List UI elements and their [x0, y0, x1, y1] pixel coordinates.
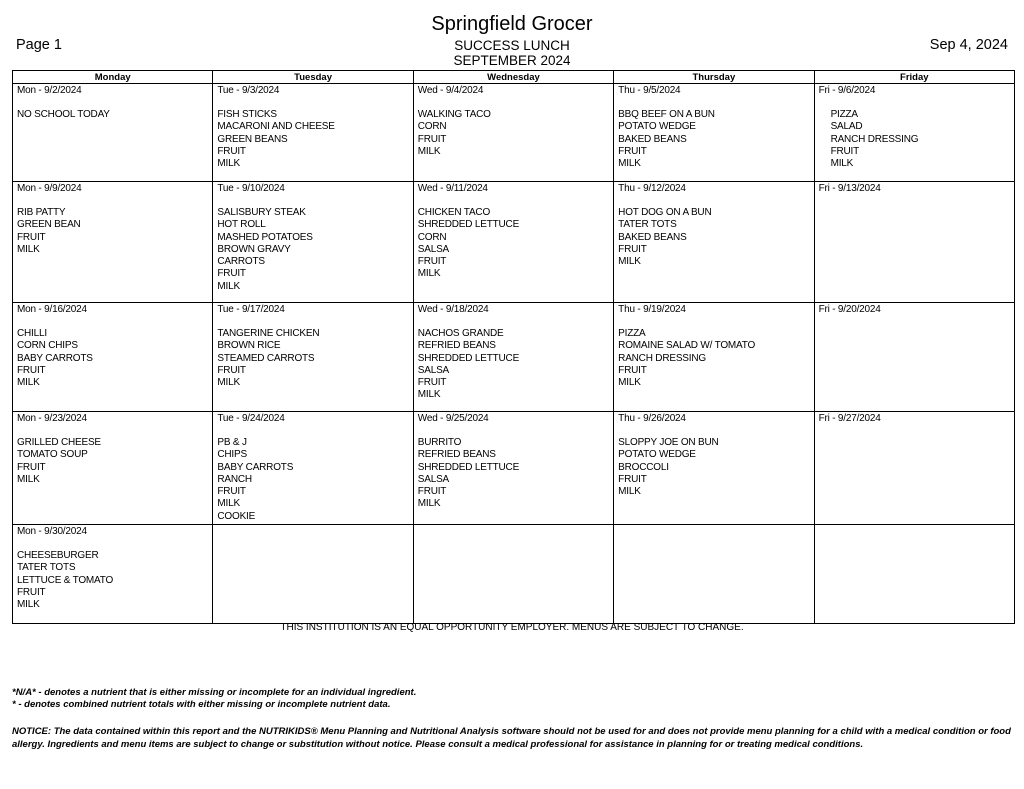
day-cell-fri — [814, 182, 1014, 303]
menu-item: SHREDDED LETTUCE — [417, 461, 520, 473]
day-date: Fri - 9/13/2024 — [818, 183, 881, 194]
day-cell-fri — [814, 525, 1014, 624]
day-cell-fri — [814, 412, 1014, 525]
day-cell-fri — [814, 303, 1014, 412]
menu-item: FRUIT — [618, 364, 647, 376]
day-date: Thu - 9/12/2024 — [618, 183, 686, 194]
menu-item: FRUIT — [618, 243, 647, 255]
menu-item: MASHED POTATOES — [217, 231, 313, 243]
day-cell-thu — [614, 182, 814, 303]
menu-item: CARROTS — [217, 256, 265, 268]
menu-item: HOT DOG ON A BUN — [618, 207, 712, 218]
menu-item: MILK — [17, 377, 40, 389]
menu-item: TATER TOTS — [17, 562, 76, 574]
day-date: Thu - 9/19/2024 — [618, 304, 686, 315]
menu-item: SHREDDED LETTUCE — [417, 352, 520, 364]
day-cell-mon — [13, 303, 213, 412]
day-cell-mon — [13, 412, 213, 525]
nutrition-notice: NOTICE: The data contained within this report and the NUTRIKIDS® Menu Planning and Nutritional Analysis software should not be used for and does not provide menu planning for a child with a medical condition or food allergy. Ingredients and menu items are subject to change or substitution without notice. Please consult a medical professional for assistance in planning for or treating medical conditions. — [12, 726, 1011, 750]
menu-item: PB & J — [217, 437, 247, 448]
menu-item: PIZZA — [830, 109, 858, 120]
day-cell-tue — [213, 182, 413, 303]
day-cell-wed — [413, 84, 613, 182]
menu-item: POTATO WEDGE — [618, 121, 696, 133]
menu-item: FRUIT — [830, 145, 860, 157]
menu-item: CHIPS — [217, 449, 247, 461]
menu-item: SHREDDED LETTUCE — [417, 219, 520, 231]
day-cell-mon — [13, 525, 213, 624]
menu-item: SLOPPY JOE ON BUN — [618, 437, 719, 448]
day-date: Wed - 9/4/2024 — [417, 85, 484, 96]
week-row — [13, 525, 1015, 624]
menu-item: MILK — [217, 377, 240, 389]
menu-item: FRUIT — [417, 486, 447, 498]
day-header-tuesday: Tuesday — [213, 71, 413, 84]
menu-item: BBQ BEEF ON A BUN — [618, 109, 715, 120]
menu-item: FRUIT — [417, 377, 447, 389]
menu-item: MILK — [417, 498, 441, 510]
day-cell-tue — [213, 525, 413, 624]
day-date: Mon - 9/9/2024 — [17, 183, 82, 194]
menu-item: MILK — [17, 599, 40, 611]
day-header-wednesday: Wednesday — [413, 71, 613, 84]
day-date: Tue - 9/3/2024 — [217, 85, 280, 96]
day-date: Wed - 9/18/2024 — [417, 304, 489, 315]
day-cell-wed — [413, 412, 613, 525]
menu-item: FRUIT — [217, 268, 246, 280]
day-date — [217, 526, 408, 550]
menu-month: SEPTEMBER 2024 — [453, 53, 571, 68]
menu-item: CORN — [417, 121, 447, 133]
menu-item: CHILLI — [17, 328, 47, 339]
menu-item: WALKING TACO — [417, 109, 491, 120]
day-date: Tue - 9/17/2024 — [217, 304, 285, 315]
menu-item: MILK — [217, 158, 240, 170]
day-cell-fri — [814, 84, 1014, 182]
asterisk-footnote: * - denotes combined nutrient totals with either missing or incomplete nutrient data. — [12, 699, 391, 710]
day-cell-wed — [413, 303, 613, 412]
menu-item: CHICKEN TACO — [417, 207, 491, 218]
menu-item: BAKED BEANS — [618, 231, 687, 243]
menu-item: MILK — [618, 158, 641, 170]
day-date: Fri - 9/20/2024 — [818, 304, 881, 315]
run-date: Sep 4, 2024 — [929, 37, 1008, 53]
day-header-monday: Monday — [13, 71, 213, 84]
day-cell-thu — [614, 525, 814, 624]
menu-item: FRUIT — [417, 256, 447, 268]
menu-item: SALSA — [417, 364, 450, 376]
menu-item: HOT ROLL — [217, 219, 266, 231]
menu-item: RANCH DRESSING — [618, 352, 706, 364]
day-date — [618, 526, 809, 550]
menu-item: FRUIT — [217, 145, 246, 157]
day-cell-thu — [614, 303, 814, 412]
day-header-thursday: Thursday — [614, 71, 814, 84]
day-date — [819, 526, 1010, 550]
day-header-row — [13, 71, 1015, 84]
menu-item: MACARONI AND CHEESE — [217, 121, 335, 133]
menu-item: REFRIED BEANS — [417, 449, 496, 461]
day-header-friday: Friday — [814, 71, 1014, 84]
menu-item: GREEN BEANS — [217, 133, 288, 145]
menu-item: REFRIED BEANS — [417, 340, 496, 352]
day-cell-tue — [213, 412, 413, 525]
company-name: Springfield Grocer — [431, 13, 593, 35]
menu-item: RANCH DRESSING — [830, 133, 919, 145]
menu-item: CHEESEBURGER — [17, 550, 99, 562]
day-date: Fri - 9/6/2024 — [818, 85, 876, 96]
menu-item: NO SCHOOL TODAY — [17, 109, 110, 120]
menu-item: MILK — [830, 158, 854, 170]
page-number: Page 1 — [16, 37, 62, 53]
menu-item: BROWN RICE — [217, 340, 281, 352]
menu-item: FRUIT — [618, 145, 647, 157]
menu-item: BROCCOLI — [618, 461, 669, 473]
menu-item: COOKIE — [217, 510, 256, 522]
menu-item: MILK — [417, 268, 441, 280]
day-cell-mon — [13, 182, 213, 303]
menu-item: BABY CARROTS — [17, 352, 93, 364]
day-date: Wed - 9/25/2024 — [417, 413, 489, 424]
day-date: Mon - 9/23/2024 — [17, 413, 87, 424]
menu-item: RIB PATTY — [17, 207, 66, 218]
day-cell-tue — [213, 303, 413, 412]
menu-item: TANGERINE CHICKEN — [217, 328, 320, 339]
day-date: Mon - 9/2/2024 — [17, 85, 82, 96]
menu-item: FISH STICKS — [217, 109, 277, 120]
menu-item: MILK — [217, 498, 240, 510]
menu-item: BABY CARROTS — [217, 461, 294, 473]
day-date: Thu - 9/26/2024 — [618, 413, 686, 424]
day-date: Thu - 9/5/2024 — [618, 85, 681, 96]
menu-item: BROWN GRAVY — [217, 243, 291, 255]
menu-item: STEAMED CARROTS — [217, 352, 315, 364]
day-date: Tue - 9/24/2024 — [217, 413, 285, 424]
day-date: Mon - 9/16/2024 — [17, 304, 87, 315]
na-footnote: *N/A* - denotes a nutrient that is either missing or incomplete for an individual ingredient. — [12, 687, 417, 698]
day-cell-thu — [614, 412, 814, 525]
menu-item: TATER TOTS — [618, 219, 677, 231]
day-date: Wed - 9/11/2024 — [417, 183, 488, 194]
day-date: Tue - 9/10/2024 — [217, 183, 285, 194]
menu-item: MILK — [417, 389, 441, 401]
day-cell-thu — [614, 84, 814, 182]
day-date: Fri - 9/27/2024 — [818, 413, 881, 424]
week-row — [13, 84, 1015, 182]
menu-item: MILK — [618, 486, 641, 498]
menu-item: LETTUCE & TOMATO — [17, 574, 114, 586]
menu-item: FRUIT — [618, 473, 647, 485]
day-date: Mon - 9/30/2024 — [17, 526, 87, 538]
menu-item: BAKED BEANS — [618, 133, 687, 145]
menu-item: CORN CHIPS — [17, 340, 78, 352]
menu-item: POTATO WEDGE — [618, 449, 696, 461]
day-cell-wed — [413, 525, 613, 624]
menu-item: PIZZA — [618, 328, 646, 339]
menu-item: FRUIT — [17, 364, 46, 376]
menu-item: FRUIT — [17, 586, 46, 598]
menu-item: RANCH — [217, 473, 252, 485]
menu-item: MILK — [618, 256, 641, 268]
menu-item: NACHOS GRANDE — [417, 328, 504, 339]
week-row — [13, 303, 1015, 412]
menu-item: FRUIT — [217, 364, 246, 376]
week-row — [13, 412, 1015, 525]
menu-item: CORN — [417, 231, 447, 243]
day-cell-wed — [413, 182, 613, 303]
menu-item: FRUIT — [417, 133, 447, 145]
day-cell-tue — [213, 84, 413, 182]
menu-item: MILK — [17, 243, 40, 255]
menu-name: SUCCESS LUNCH — [454, 38, 570, 53]
week-row — [13, 182, 1015, 303]
menu-item: BURRITO — [417, 437, 462, 448]
menu-item: MILK — [217, 280, 240, 292]
menu-item: MILK — [417, 145, 441, 157]
menu-item: TOMATO SOUP — [17, 449, 88, 461]
menu-calendar — [12, 70, 1015, 624]
menu-item: SALISBURY STEAK — [217, 207, 306, 218]
menu-item: SALSA — [417, 473, 450, 485]
menu-item: MILK — [17, 473, 40, 485]
menu-item: GREEN BEAN — [17, 219, 81, 231]
equal-opportunity-disclaimer: THIS INSTITUTION IS AN EQUAL OPPORTUNITY EMPLOYER. MENUS ARE SUBJECT TO CHANGE. — [280, 622, 744, 633]
menu-item: FRUIT — [17, 461, 46, 473]
menu-item: GRILLED CHEESE — [17, 437, 101, 448]
menu-item: ROMAINE SALAD W/ TOMATO — [618, 340, 756, 352]
day-cell-mon — [13, 84, 213, 182]
day-date — [418, 526, 609, 550]
menu-item: SALAD — [830, 121, 863, 133]
menu-item: MILK — [618, 377, 641, 389]
menu-item: FRUIT — [17, 231, 46, 243]
menu-item: FRUIT — [217, 486, 246, 498]
menu-item: SALSA — [417, 243, 450, 255]
